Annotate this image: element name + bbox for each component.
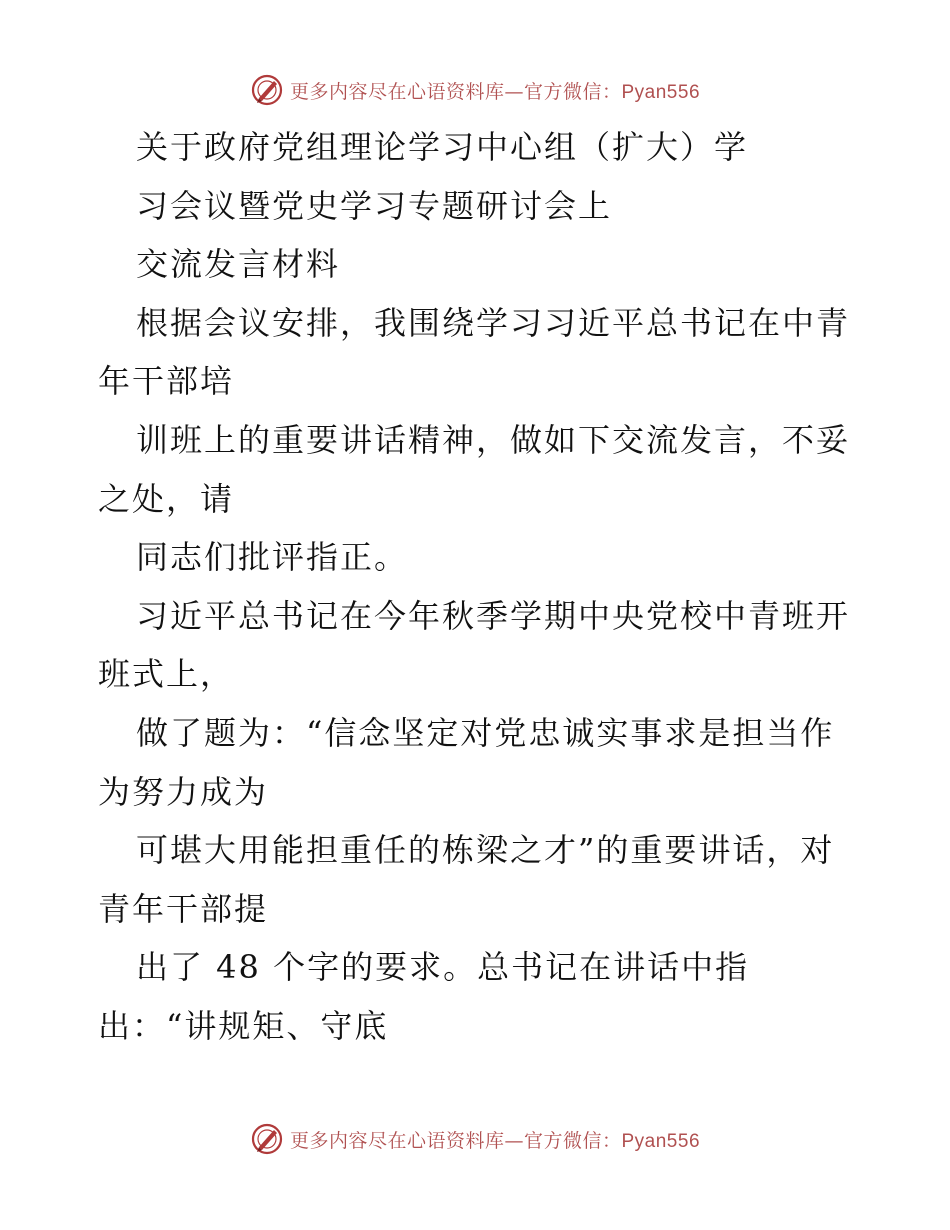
text-line: 习会议暨党史学习专题研讨会上	[136, 186, 613, 225]
footer-wechat-id: Pyan556	[621, 1130, 701, 1152]
text-line: 青年干部提	[98, 889, 269, 928]
text-line: 根据会议安排，我围绕学习习近平总书记在中青	[136, 303, 851, 342]
text-line: 训班上的重要讲话精神，做如下交流发言，不妥	[136, 420, 851, 459]
text-line: 年干部培	[98, 362, 235, 401]
footer-banner-label: 更多内容尽在心语资料库—官方微信：	[289, 1129, 622, 1152]
text-line: 出了 48 个字的要求。总书记在讲话中指	[136, 948, 750, 987]
text-line: 同志们批评指正。	[136, 538, 409, 577]
text-line: 出：“讲规矩、守底	[98, 1006, 389, 1045]
text-line: 交流发言材料	[136, 245, 341, 284]
text-line: 习近平总书记在今年秋季学期中央党校中青班开	[136, 596, 851, 635]
pen-seal-icon	[250, 1122, 284, 1156]
text-line: 之处，请	[98, 479, 235, 518]
footer-banner-text	[290, 1126, 700, 1153]
text-line: 为努力成为	[98, 772, 269, 811]
document-body	[98, 118, 858, 1056]
footer-banner-content	[250, 1122, 700, 1156]
text-line: 可堪大用能担重任的栋梁之才”的重要讲话，对	[136, 831, 835, 870]
header-banner	[0, 70, 950, 110]
header-banner-content	[250, 73, 700, 107]
header-banner-text	[290, 77, 700, 104]
text-line: 关于政府党组理论学习中心组（扩大）学	[136, 128, 749, 166]
text-line: 做了题为：“信念坚定对党忠诚实事求是担当作	[136, 713, 835, 752]
header-banner-label: 更多内容尽在心语资料库—官方微信：	[289, 80, 622, 103]
text-line: 班式上，	[98, 655, 235, 694]
header-wechat-id: Pyan556	[621, 81, 701, 103]
pen-seal-icon	[250, 73, 284, 107]
footer-banner	[0, 1119, 950, 1159]
